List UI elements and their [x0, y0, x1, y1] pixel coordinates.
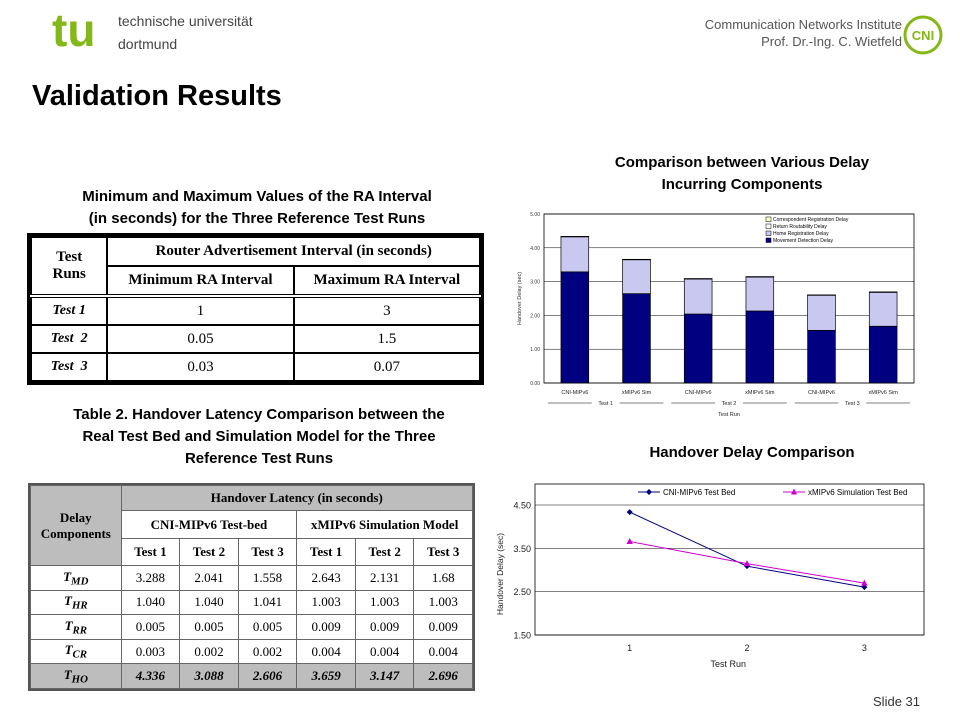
- ho-caption-line-1: Table 2. Handover Latency Comparison between the: [73, 406, 445, 423]
- bar-segment: [623, 294, 651, 383]
- x-axis-label: Test Run: [718, 412, 740, 418]
- tu-logo: [52, 12, 108, 50]
- legend-swatch: [766, 238, 771, 243]
- ra-row-min: 0.05: [107, 325, 293, 353]
- ra-row: [31, 325, 480, 353]
- ho-row-md: [31, 566, 473, 591]
- ra-row: [31, 353, 480, 381]
- ho-cell: 4.336: [121, 664, 180, 689]
- ho-cell: 1.040: [121, 590, 180, 615]
- x-tick-label: CNI-MIPv6: [684, 390, 712, 396]
- x-tick-label: CNI-MIPv6: [561, 390, 589, 396]
- ho-cell: 0.004: [297, 639, 356, 664]
- plot-area: [535, 484, 924, 635]
- max-ra-header: Maximum RA Interval: [294, 266, 480, 296]
- ho-row-total: [31, 664, 473, 689]
- y-tick-label: 2.50: [513, 587, 531, 598]
- test-runs-header: Test Runs: [31, 237, 107, 296]
- group-label: Test 1: [598, 401, 614, 407]
- x-tick-label: 3: [861, 643, 867, 653]
- test-header: Test 2: [180, 539, 239, 566]
- ho-cell: 1.68: [414, 566, 473, 591]
- test-header: Test 3: [238, 539, 297, 566]
- ho-cell: 3.147: [355, 664, 414, 689]
- group-label: Test 3: [844, 401, 860, 407]
- y-tick-label: 0.00: [530, 381, 540, 387]
- plot-area: [544, 214, 914, 383]
- ra-row-min: 0.03: [107, 353, 293, 381]
- bar-chart-caption: [540, 152, 944, 196]
- min-ra-header: Minimum RA Interval: [107, 266, 293, 296]
- bar-segment: [808, 295, 836, 330]
- legend-swatch: [766, 231, 771, 236]
- testbed-header: CNI-MIPv6 Test-bed: [121, 511, 297, 539]
- cni-logo: [902, 14, 944, 56]
- delay-components-header: Delay Components: [31, 486, 122, 566]
- row-label-md: $T_{MD}$: [31, 566, 122, 591]
- bar-segment: [746, 311, 774, 383]
- ra-row-max: 3: [294, 296, 480, 325]
- bar-segment: [869, 292, 897, 326]
- x-tick-label: 2: [744, 643, 750, 653]
- university-name: [118, 10, 253, 56]
- test-header: Test 2: [355, 539, 414, 566]
- ho-cell: 0.009: [414, 615, 473, 640]
- ho-cell: 0.005: [121, 615, 180, 640]
- professor-name: Prof. Dr.-Ing. C. Wietfeld: [761, 34, 902, 49]
- x-tick-label: xMIPv6 Sim: [868, 390, 898, 396]
- bar-segment: [623, 260, 651, 294]
- bar-segment: [746, 277, 774, 311]
- stacked-bar-chart: [508, 200, 928, 430]
- ho-cell: 0.005: [238, 615, 297, 640]
- ho-cell: 3.288: [121, 566, 180, 591]
- y-tick-label: 2.00: [530, 313, 540, 320]
- svg-text:CNI: CNI: [911, 28, 935, 43]
- page-title: Validation Results: [32, 80, 282, 112]
- row-label-ho: $T_{HO}$: [31, 664, 122, 689]
- ho-row-hr: [31, 590, 473, 615]
- ra-row-max: 0.07: [294, 353, 480, 381]
- ra-group-header: Router Advertisement Interval (in seconds): [107, 237, 480, 266]
- test-header: Test 1: [297, 539, 356, 566]
- y-tick-label: 3.50: [513, 543, 531, 554]
- line-chart: [488, 480, 932, 680]
- ra-table-caption: [22, 186, 492, 230]
- bar-caption-line-1: Comparison between Various Delay: [614, 154, 870, 171]
- svg-text:tu: tu: [52, 12, 96, 50]
- handover-latency-table: [28, 483, 475, 691]
- ho-cell: 2.696: [414, 664, 473, 689]
- ho-cell: 2.643: [297, 566, 356, 591]
- ho-table-caption: [14, 404, 504, 470]
- group-label: Test 2: [721, 401, 737, 407]
- ho-cell: 3.088: [180, 664, 239, 689]
- ho-row-cr: [31, 639, 473, 664]
- ra-interval-table: [27, 233, 484, 385]
- y-tick-label: 1.00: [530, 347, 540, 354]
- slide-number: Slide 31: [873, 694, 920, 709]
- ho-cell: 0.002: [238, 639, 297, 664]
- bar-segment: [561, 237, 589, 272]
- bar-segment: [684, 314, 712, 383]
- y-tick-label: 5.00: [530, 212, 540, 218]
- bar-caption-line-2: Incurring Components: [661, 176, 823, 193]
- ho-cell: 0.005: [180, 615, 239, 640]
- x-tick-label: xMIPv6 Sim: [745, 390, 775, 396]
- x-axis-label: Test Run: [710, 659, 747, 669]
- ho-cell: 1.040: [180, 590, 239, 615]
- ho-cell: 2.041: [180, 566, 239, 591]
- ho-caption-line-2: Real Test Bed and Simulation Model for the Three: [82, 428, 436, 445]
- ho-cell: 3.659: [297, 664, 356, 689]
- ho-cell: 1.003: [355, 590, 414, 615]
- test-header: Test 1: [121, 539, 180, 566]
- ra-row-min: 1: [107, 296, 293, 325]
- bar-segment: [684, 279, 712, 314]
- bar-segment: [561, 272, 589, 383]
- ho-cell: 0.009: [297, 615, 356, 640]
- bar-segment: [808, 330, 836, 383]
- simulation-header: xMIPv6 Simulation Model: [297, 511, 473, 539]
- line-chart-caption: Handover Delay Comparison: [649, 444, 855, 461]
- ho-group-header: Handover Latency (in seconds): [121, 486, 472, 511]
- row-label-rr: $T_{RR}$: [31, 615, 122, 640]
- test-header: Test 3: [414, 539, 473, 566]
- university-line-1: technische universität: [118, 13, 253, 29]
- ra-row-name: Test 3: [31, 353, 107, 381]
- ho-cell: 2.131: [355, 566, 414, 591]
- legend-swatch: [766, 217, 771, 222]
- row-label-cr: $T_{CR}$: [31, 639, 122, 664]
- ho-cell: 1.041: [238, 590, 297, 615]
- ra-caption-line-2: (in seconds) for the Three Reference Test Runs: [88, 210, 426, 227]
- y-tick-label: 4.50: [513, 500, 531, 511]
- ho-cell: 1.558: [238, 566, 297, 591]
- ho-cell: 2.606: [238, 664, 297, 689]
- ra-row-name: Test 2: [31, 325, 107, 353]
- bar-segment: [869, 326, 897, 383]
- institute-name: Communication Networks Institute: [704, 17, 902, 32]
- legend-label: Home Registration Delay: [773, 231, 829, 238]
- ho-cell: 0.002: [180, 639, 239, 664]
- legend-swatch: [766, 224, 771, 229]
- ra-caption-line-1: Minimum and Maximum Values of the RA Interval: [82, 188, 432, 205]
- legend-label: CNI-MIPv6 Test Bed: [663, 488, 736, 497]
- legend-label: xMIPv6 Simulation Test Bed: [808, 488, 908, 497]
- ho-cell: 0.004: [414, 639, 473, 664]
- legend-label: Return Routability Delay: [773, 224, 827, 231]
- y-tick-label: 1.50: [513, 630, 531, 641]
- ra-row: [31, 296, 480, 325]
- row-label-hr: $T_{HR}$: [31, 590, 122, 615]
- university-line-2: dortmund: [118, 36, 178, 52]
- ho-cell: 0.009: [355, 615, 414, 640]
- ra-row-max: 1.5: [294, 325, 480, 353]
- ho-row-rr: [31, 615, 473, 640]
- ra-row-name: Test 1: [31, 296, 107, 325]
- x-tick-label: CNI-MIPv6: [808, 390, 835, 396]
- y-axis-label: Handover Delay (sec): [495, 532, 505, 616]
- y-tick-label: 3.00: [530, 279, 540, 286]
- institute-info: [705, 16, 902, 50]
- legend-label: Movement Detection Delay: [773, 238, 834, 245]
- ho-cell: 1.003: [297, 590, 356, 615]
- ho-caption-line-3: Reference Test Runs: [184, 450, 334, 467]
- ho-cell: 0.003: [121, 639, 180, 664]
- ho-cell: 0.004: [355, 639, 414, 664]
- y-axis-label: Handover Delay (sec): [517, 271, 523, 326]
- y-tick-label: 4.00: [530, 245, 540, 252]
- ho-cell: 1.003: [414, 590, 473, 615]
- x-tick-label: 1: [627, 643, 633, 653]
- x-tick-label: xMIPv6 Sim: [621, 390, 652, 396]
- legend-label: Correspondent Registration Delay: [773, 217, 849, 224]
